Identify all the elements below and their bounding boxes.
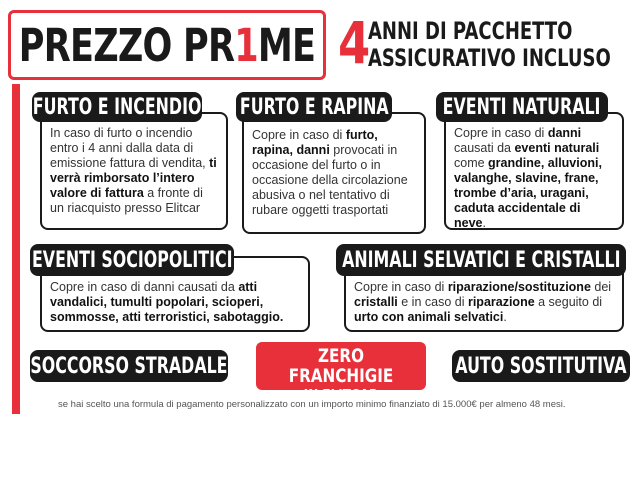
tag-animali-cristalli: ANIMALI SELVATICI E CRISTALLI (336, 244, 626, 276)
page-title: PREZZO PR1ME (18, 18, 316, 72)
card-furto-rapina-text: Copre in caso di furto, rapina, danni provocati in occasione del furto o in occasione della circolazione abusiva o nel tentativo di rubare oggetti trasportati (252, 128, 408, 217)
card-eventi-naturali (444, 112, 624, 230)
tag-soccorso-stradale: SOCCORSO STRADALE (30, 350, 228, 382)
card-furto-incendio (40, 112, 228, 230)
tag-furto-incendio: FURTO E INCENDIO (32, 92, 202, 122)
card-furto-rapina (242, 112, 426, 234)
tag-eventi-naturali: EVENTI NATURALI (436, 92, 608, 122)
tag-furto-rapina: FURTO E RAPINA (236, 92, 392, 122)
tag-eventi-sociopolitici: EVENTI SOCIOPOLITICI (30, 244, 234, 276)
card-eventi-naturali-text: Copre in caso di danni causati da eventi naturali come grandine, alluvioni, valanghe, slavine, frane, trombe d’aria, uragani, caduta accidentale di neve. (454, 126, 602, 230)
card-furto-incendio-text: In caso di furto o incendio entro i 4 anni dalla data di emissione fattura di vendita, ti verrà rimborsato l’intero valore di fattura a fronte di un riacquisto presso Elitcar (50, 126, 217, 215)
years-number: 4 (338, 9, 371, 77)
zero-franchigie-badge: ZERO FRANCHIGIE IN ELITCAR (256, 342, 426, 390)
card-eventi-sociopolitici-text: Copre in caso di danni causati da atti vandalici, tumulti popolari, scioperi, sommosse, atti terroristici, sabotaggio. (50, 280, 284, 324)
tag-auto-sostitutiva: AUTO SOSTITUTIVA (452, 350, 630, 382)
subtitle: ANNI DI PACCHETTO ASSICURATIVO INCLUSO (368, 17, 611, 72)
title-box (8, 10, 326, 80)
card-animali-cristalli-text: Copre in caso di riparazione/sostituzione dei cristalli e in caso di riparazione a seguito di urto con animali selvatici. (354, 280, 612, 324)
footnote: se hai scelto una formula di pagamento personalizzato con un importo minimo finanziato di 15.000€ per almeno 48 mesi. (58, 399, 566, 410)
accent-line (12, 84, 20, 414)
